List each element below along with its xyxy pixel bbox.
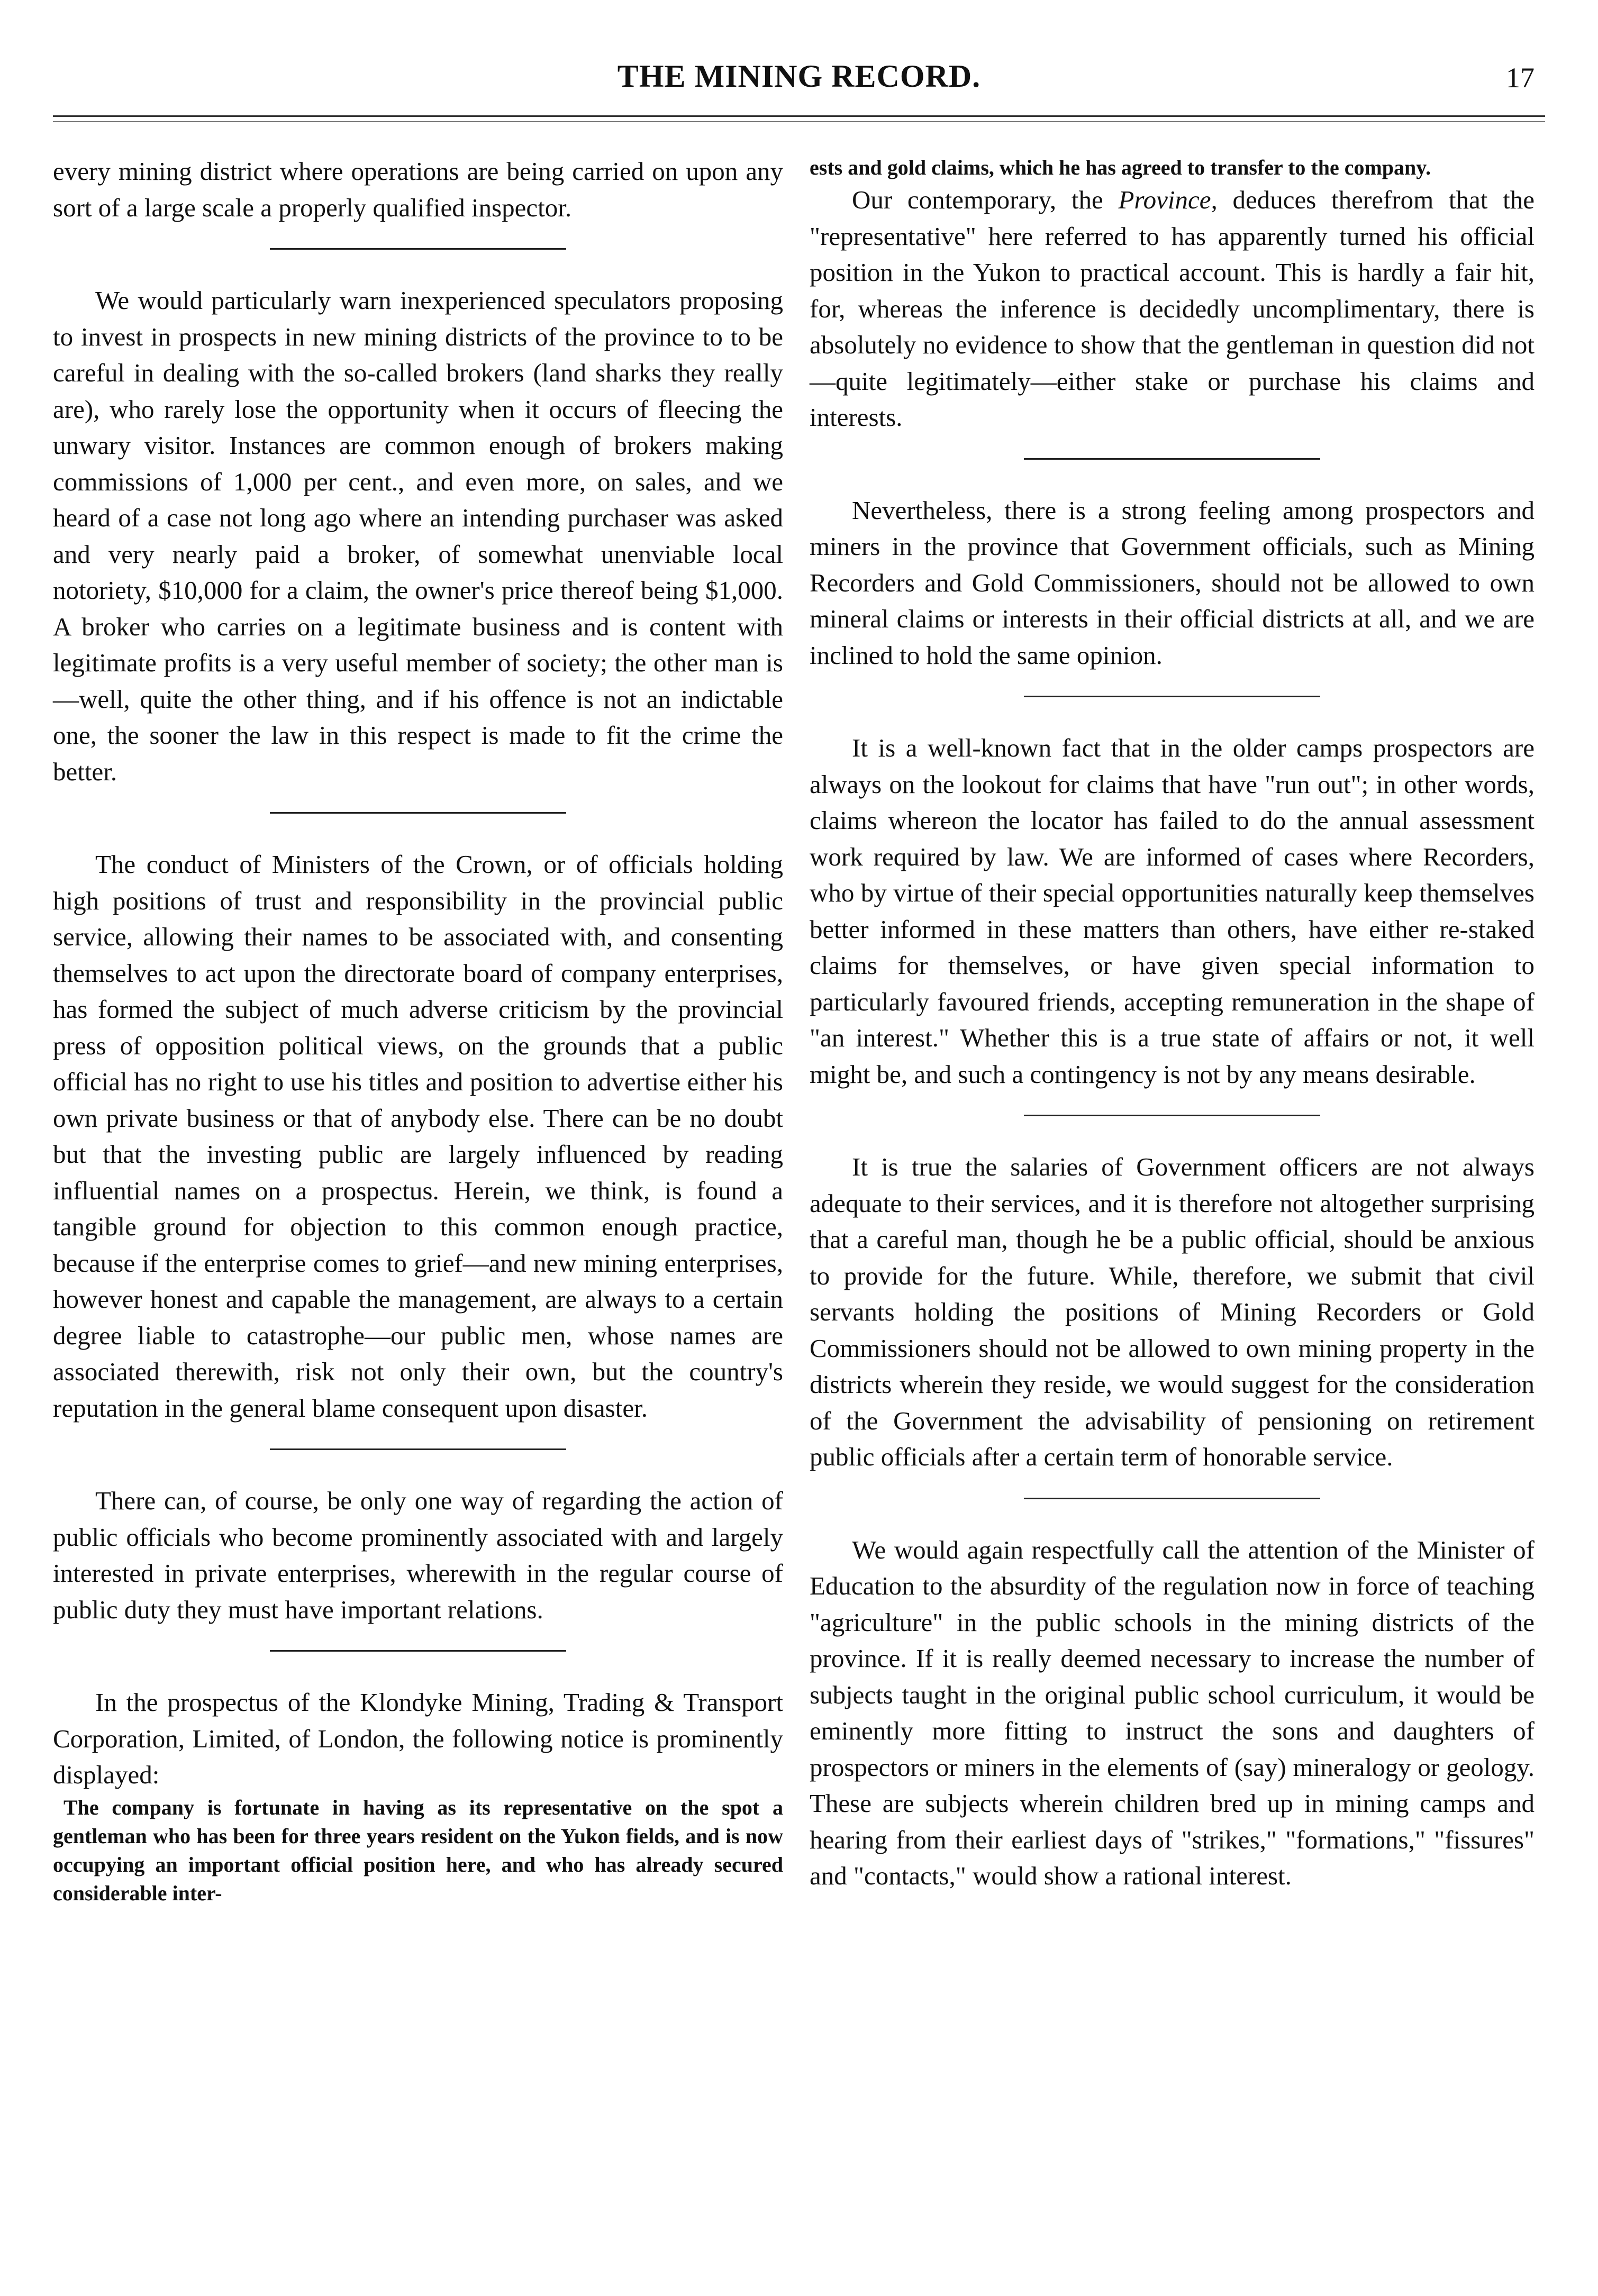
separator-rule [270, 1650, 566, 1652]
paragraph-education: We would again respectfully call the attention of the Minister of Education to the absurdity of the regulation now in force of teaching "agriculture" in the public schools in the mining districts of the province. If it is really deemed necessary to increase the number of subjects taught in the original public school curriculum, it would be eminently more fitting to instruct the sons and daughters of prospectors or miners in the elements of (say) mineralogy or geology. These are subjects wherein children bred up in mining camps and hearing from their earliest days of "strikes," "formations," "fissures" and "contacts," would show a rational interest. [810, 1535, 1535, 1890]
header-rule [53, 115, 1545, 122]
paragraph-older-camps: It is a well-known fact that in the older camps prospectors are always on the lookout for claims that have "run out"; in other words, claims whereon the locator has failed to do the annual assessment work required by law. We are informed of cases where Recorders, who by virtue of their special opportunities naturally keep themselves better informed in these matters than others, have either re-staked claims for themselves, or have given special information to particularly favoured friends, accepting remuneration in the shape of "an interest." Whether this is a true state of affairs or not, it well might be, and such a contingency is not by any means desirable. [810, 733, 1535, 1089]
paragraph-inspector: every mining district where operations are being carried on upon any sort of a large scale a properly qualified inspector. [53, 157, 783, 222]
page-header [0, 58, 1598, 101]
separator-rule [1024, 1498, 1320, 1499]
separator-rule [270, 248, 566, 250]
separator-rule [270, 1448, 566, 1450]
province-newspaper-name: Province, [1118, 185, 1218, 214]
right-column [810, 153, 1535, 1894]
separator-rule [1024, 458, 1320, 460]
paragraph-province [810, 182, 1535, 436]
paragraph-province-post: deduces therefrom that the "representative" here referred to has apparently turned his official position in the Yukon to practical account. This is hardly a fair hit, for, whereas the inference is decidedly uncomplimentary, there is absolutely no evidence to show that the gentleman in question did not—quite legitimately—either stake or purchase his claims and interests. [810, 185, 1535, 432]
paragraph-klondyke-prospectus: In the prospectus of the Klondyke Mining, Trading & Transport Corporation, Limited, of London, the following notice is prominently displayed: [53, 1688, 783, 1789]
prospectus-quote-continued: ests and gold claims, which he has agreed to transfer to the company. [810, 156, 1431, 179]
paragraph-province-pre: Our contemporary, the [852, 185, 1119, 214]
separator-rule [1024, 1115, 1320, 1116]
paragraph-feeling: Nevertheless, there is a strong feeling among prospectors and miners in the province that Government officials, such as Mining Recorders and Gold Commissioners, should not be allowed to own mineral claims or interests in their official districts at all, and we are inclined to hold the same opinion. [810, 495, 1535, 670]
prospectus-quote: The company is fortunate in having as its representative on the spot a gentleman who has been for three years resident on the Yukon fields, and is now occupying an important official position here, and who has already secured considerable inter- [53, 1795, 783, 1905]
publication-title: THE MINING RECORD. [617, 59, 981, 94]
paragraph-ministers: The conduct of Ministers of the Crown, or of officials holding high positions of trust and responsibility in the provincial public service, allowing their names to be associated with, and consenting themselves to act upon the directorate board of company enterprises, has formed the subject of much adverse criticism by the provincial press of opposition political views, on the grounds that a public official has no right to use his titles and position to advertise either his own private business or that of anybody else. There can be no doubt but that the investing public are largely influenced by reading influential names on a prospectus. Herein, we think, is found a tangible ground for objection to this common enough practice, because if the enterprise comes to grief—and new mining enterprises, however honest and capable the management, are always to a certain degree liable to catastrophe—our public men, whose names are associated therewith, risk not only their own, but the country's reputation in the general blame consequent upon disaster. [53, 850, 783, 1423]
page-number: 17 [1506, 62, 1535, 94]
separator-rule [270, 812, 566, 814]
paragraph-salaries: It is true the salaries of Government officers are not always adequate to their services, and it is therefore not altogether surprising that a careful man, though he be a public official, should be anxious to provide for the future. While, therefore, we submit that civil servants holding the positions of Mining Recorders or Gold Commissioners should not be allowed to own mining property in the districts wherein they reside, we would suggest for the consideration of the Government the advisability of pensioning on retirement public officials after a certain term of honorable service. [810, 1152, 1535, 1471]
paragraph-brokers: We would particularly warn inexperienced speculators proposing to invest in prospects in new mining districts of the province to to be careful in dealing with the so-called brokers (land sharks they really are), who rarely lose the opportunity when it occurs of fleecing the unwary visitor. Instances are common enough of brokers making commissions of 1,000 per cent., and even more, on sales, and we heard of a case not long ago where an intending purchaser was asked and very nearly paid a broker, of somewhat unenviable local notoriety, $10,000 for a claim, the owner's price thereof being $1,000. A broker who carries on a legitimate business and is content with legitimate profits is a very useful member of society; the other man is—well, quite the other thing, and if his offence is not an indictable one, the sooner the law in this respect is made to fit the crime the better. [53, 286, 783, 786]
separator-rule [1024, 696, 1320, 697]
left-column [53, 153, 783, 1908]
paragraph-public-officials: There can, of course, be only one way of regarding the action of public officials who become prominently associated with and largely interested in private enterprises, wherewith in the regular course of public duty they must have important relations. [53, 1486, 783, 1624]
